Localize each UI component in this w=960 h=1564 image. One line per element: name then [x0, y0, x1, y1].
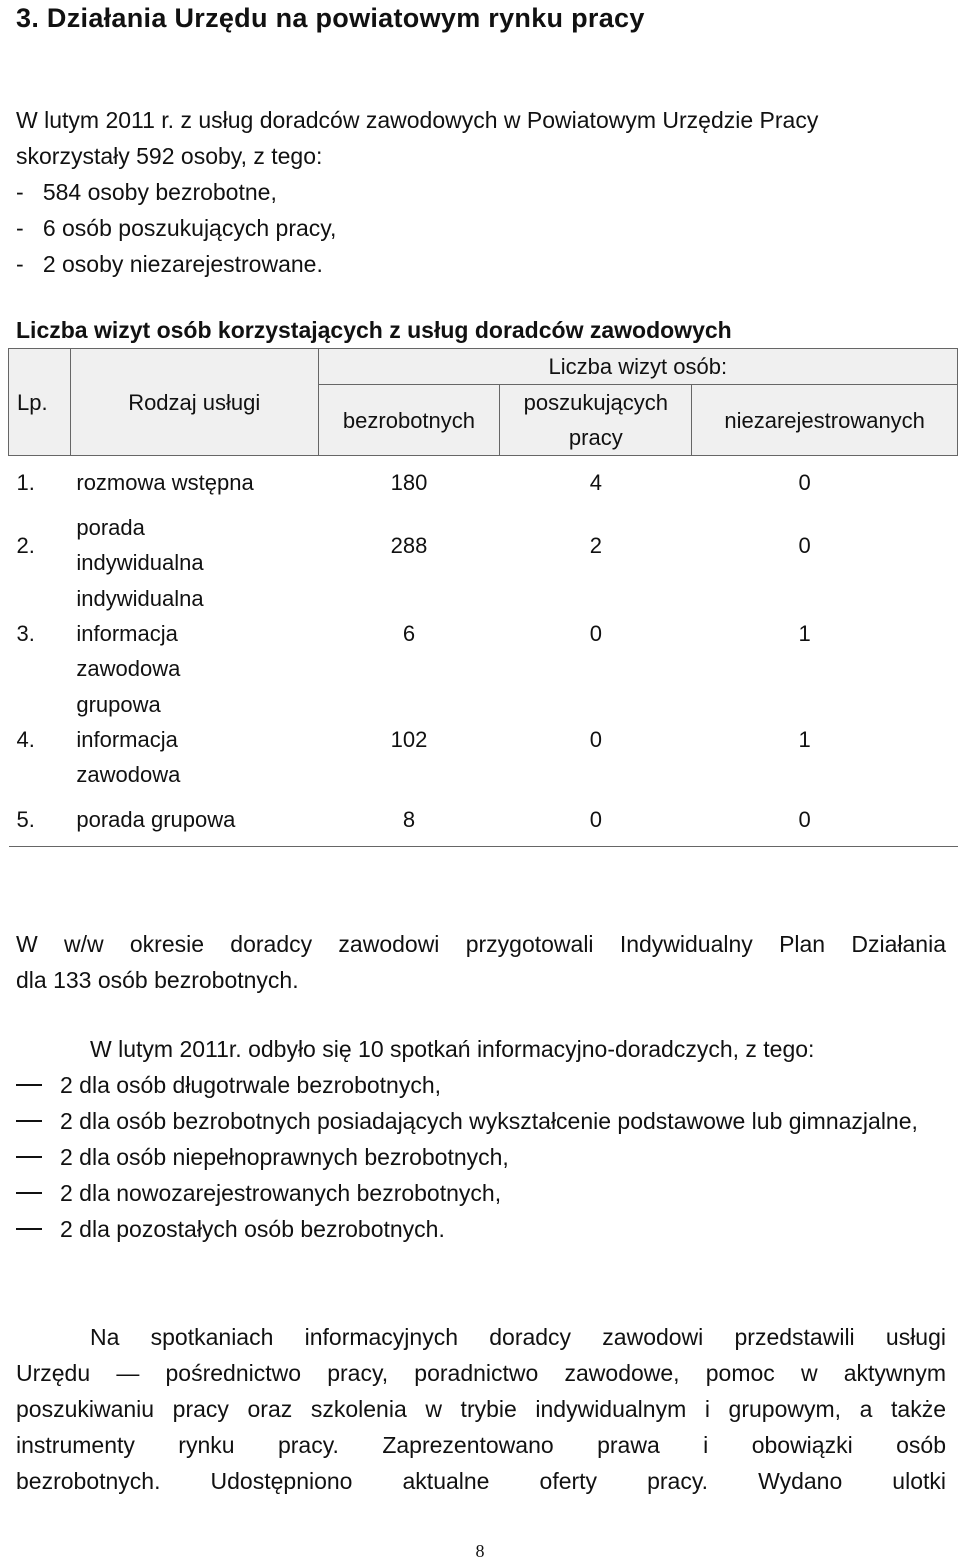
cell-unemployed: 6 [402, 621, 416, 646]
ipd-line: W w/w okresie doradcy zawodowi przygotowali Indywidualny Plan Działania [16, 931, 946, 957]
cell-lp: 3. [16, 621, 35, 646]
header-jobseekers: poszukujących pracy [500, 385, 692, 456]
list-item-text: 2 dla osób niepełnoprawnych bezrobotnych, [60, 1144, 509, 1170]
cell-service: porada indywidualna [76, 515, 204, 575]
cell-unemployed: 288 [390, 532, 428, 558]
dash-bullet-icon [16, 1156, 42, 1158]
header-visits-group: Liczba wizyt osób: [318, 349, 957, 385]
list-item [16, 1103, 946, 1139]
page-number: 8 [475, 1541, 485, 1561]
cell-lp: 4. [16, 727, 35, 752]
list-item-text: 2 dla osób długotrwale bezrobotnych, [60, 1072, 442, 1098]
intro-paragraph [16, 102, 818, 282]
cell-jobseekers: 4 [589, 470, 602, 496]
cell-unregistered: 0 [798, 532, 811, 558]
list-item [16, 1139, 946, 1175]
cell-unemployed: 8 [402, 806, 416, 832]
header-unemployed: bezrobotnych [318, 385, 500, 456]
table-row [9, 687, 958, 793]
visits-table [8, 348, 958, 847]
dash-bullet-icon [16, 1120, 42, 1122]
cell-service: indywidualna informacja zawodowa [76, 586, 204, 681]
intro-list-item: - 6 osób poszukujących pracy, [16, 215, 337, 241]
dash-bullet-icon [16, 1084, 42, 1086]
table-row [9, 510, 958, 581]
header-unregistered: niezarejestrowanych [692, 385, 958, 456]
closing-line: Na spotkaniach informacyjnych doradcy zawodowi przedstawili usługi [90, 1324, 946, 1350]
closing-line: bezrobotnych. Udostępniono aktualne oferty pracy. Wydano ulotki [16, 1468, 946, 1494]
ipd-line: dla 133 osób bezrobotnych. [16, 967, 299, 993]
cell-jobseekers: 0 [589, 621, 602, 646]
table-row [9, 793, 958, 847]
list-item-text: 2 dla osób bezrobotnych posiadających wykształcenie podstawowe lub gimnazjalne, [60, 1108, 918, 1134]
cell-unregistered: 0 [798, 470, 811, 496]
closing-line: instrumenty rynku pracy. Zaprezentowano prawa i obowiązki osób [16, 1432, 946, 1458]
closing-line: poszukiwaniu pracy oraz szkolenia w trybie indywidualnym i grupowym, a także [16, 1396, 946, 1422]
list-item [16, 1175, 946, 1211]
table-title: Liczba wizyt osób korzystających z usług doradców zawodowych [16, 317, 732, 343]
meetings-list [16, 1067, 946, 1247]
meetings-intro: W lutym 2011r. odbyło się 10 spotkań informacyjno-doradczych, z tego: [90, 1036, 815, 1062]
closing-line: Urzędu ― pośrednictwo pracy, poradnictwo zawodowe, pomoc w aktywnym [16, 1360, 946, 1386]
cell-lp: 2. [16, 532, 35, 558]
table-row [9, 456, 958, 510]
closing-paragraph [16, 1319, 946, 1499]
intro-line: W lutym 2011 r. z usług doradców zawodowych w Powiatowym Urzędzie Pracy [16, 107, 819, 133]
table-row [9, 581, 958, 687]
intro-line: skorzystały 592 osoby, z tego: [16, 143, 323, 169]
cell-lp: 5. [16, 806, 35, 832]
cell-unregistered: 1 [798, 727, 811, 752]
cell-unregistered: 0 [798, 806, 811, 832]
list-item [16, 1067, 946, 1103]
dash-bullet-icon [16, 1192, 42, 1194]
cell-service: porada grupowa [76, 806, 236, 832]
table-header-row [9, 349, 958, 385]
cell-unregistered: 1 [798, 621, 811, 646]
list-item [16, 1211, 946, 1247]
cell-lp: 1. [16, 470, 35, 496]
list-item-text: 2 dla nowozarejestrowanych bezrobotnych, [60, 1180, 502, 1206]
intro-list-item: - 2 osoby niezarejestrowane. [16, 251, 323, 277]
cell-service: grupowa informacja zawodowa [76, 692, 181, 787]
intro-list-item: - 584 osoby bezrobotne, [16, 179, 277, 205]
cell-jobseekers: 0 [589, 727, 602, 752]
cell-jobseekers: 2 [589, 532, 602, 558]
cell-service: rozmowa wstępna [76, 470, 254, 496]
dash-bullet-icon [16, 1228, 42, 1230]
ipd-paragraph [16, 926, 946, 998]
cell-jobseekers: 0 [589, 806, 602, 832]
section-heading: 3. Działania Urzędu na powiatowym rynku pracy [16, 3, 645, 33]
cell-unemployed: 102 [390, 727, 428, 752]
cell-unemployed: 180 [390, 470, 428, 496]
list-item-text: 2 dla pozostałych osób bezrobotnych. [60, 1216, 445, 1242]
header-lp: Lp. [9, 349, 71, 456]
header-service: Rodzaj usługi [70, 349, 318, 456]
